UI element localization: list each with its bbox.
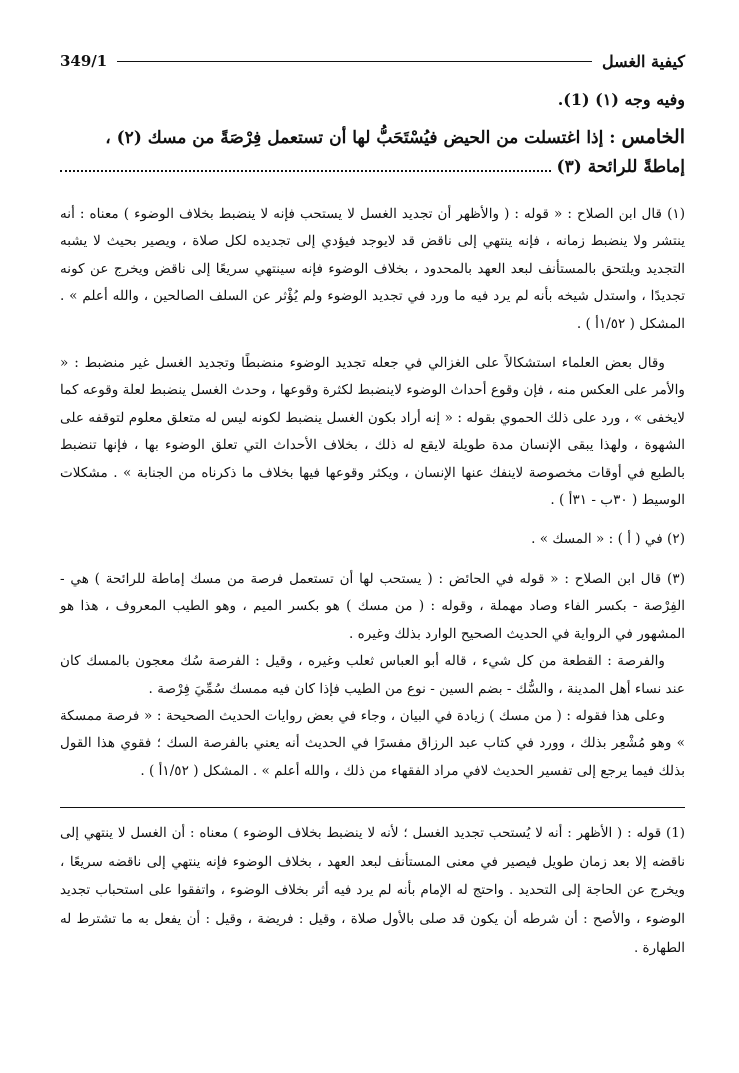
spacer — [60, 338, 685, 350]
footnote-text: (1) قوله : ( الأظهر : أنه لا يُستحب تجديد الغسل ؛ لأنه لا ينضبط بخلاف الوضوء ) معناه : أن الغسل لا ينتهي إلى ناقضه إلا بعد زمان طويل فيصير في معنى المستأنف لبعد العهد ، بخلاف الوضوء فإنه ينتهي إلى ناقضه سريعًا ، ويخرج عن الحاجة إلى التحديد . واحتج له الإمام بأنه لم يرد فيه أثر بخلاف الوضوء ، واتفقوا على استحباب تجديد الوضوء ، والأصح : أن شرطه أن يكون قد صلى بالأول صلاة ، وقيل : فريضة ، وقيل : أن يفعل به ما تشترط له الطهارة . — [60, 826, 685, 956]
fifth-label: الخامس — [621, 126, 685, 148]
page — [60, 46, 685, 963]
main-line-1: وفيه وجه (١) (1). — [557, 90, 685, 109]
dotted-leader — [60, 170, 551, 172]
note-2-paragraph: (٢) في ( أ ) : « المسك » . — [531, 531, 685, 548]
note-3-paragraph: (٣) قال ابن الصلاح : « قوله في الحائض : ( يستحب لها أن تستعمل فرصة من مسك إماطة للرائحة ) هي - الفِرْصة - بكسر الفاء وصاد مهملة ، وقوله : ( من مسك ) هو بكسر الميم ، وهو الطيب المعروف ، هذا هو المشهور في الرواية في الحديث الصحيح الوارد بذلك وغيره . — [60, 570, 685, 642]
header-rule — [117, 61, 592, 62]
note-3-paragraph: وعلى هذا فقوله : ( من مسك ) زيادة في البيان ، وجاء في بعض روايات الحديث الصحيحة : « فرصة ممسكة » وهو مُشْعِر بذلك ، وورد في كتاب عبد الرزاق مفسرًا في الحديث أنه يعني بالفرصة السك ؛ فقوي هذا القول بذلك فيما يرجع إلى تفسير الحديث لافي مراد الفقهاء من ذلك ، والله أعلم » . المشكل ( ١/٥٢أ ) . — [60, 707, 685, 779]
note-3-paragraph: والفرصة : القطعة من كل شيء ، قاله أبو العباس ثعلب وغيره ، وقيل : الفرصة سُك معجون بالمسك كان عند نساء أهل المدينة ، والسُّك - بضم السين - نوع من الطيب فإذا كان فيه ممسك سُمِّيَ فِرْصة . — [60, 653, 685, 697]
fifth-text: : إذا اغتسلت من الحيض فيُسْتَحَبُّ لها أن تستعمل فِرْصَةً من مسك (٢) ، — [105, 128, 616, 148]
spacer — [60, 514, 685, 526]
note-1-paragraph: وقال بعض العلماء استشكالاً على الغزالي في جعله تجديد الوضوء منضبطًا وتجديد الغسل غير منضبط : « والأمر على العكس منه ، فإن وقوع أحداث الوضوء لاينضبط لكثرة وقوعها ، وحدث الغسل ينضبط لعلة وقوعه كما لايخفى » ، ورد على ذلك الحموي بقوله : « إنه أراد بكون الغسل ينضبط لكونه ليس له متعلق معلوم لتوقفه على الشهوة ، ولهذا يبقى الإنسان مدة طويلة لايقع له ذلك ، بخلاف الأحداث التي تعلق الوضوء بها ، فإنها تنضبط بالطبع في أوقات مخصوصة لاينفك عنها الإنسان ، ويكثر وقوعها فيها بخلاف ما ذكرناه من الجنابة » . مشكلات الوسيط ( ٣٠ب - ٣١أ ) . — [60, 355, 685, 509]
spacer — [60, 554, 685, 566]
page-number: 349/1 — [60, 52, 108, 70]
note-1-paragraph: (١) قال ابن الصلاح : « قوله : ( والأظهر أن تجديد الغسل لا يستحب فإنه لا ينضبط بخلاف الوضوء ) معناه : أنه ينتشر ولا ينضبط زمانه ، فإنه ينتهي إلى ناقض قد لايوجد فيؤدي إلى تجديده لكل صلاة ، ويصير بحيث لا يشبه التجديد ويلتحق بالمستأنف لبعد العهد بالمحدود ، بخلاف الوضوء فإنه سينتهي سريعًا إلى ناقض ويخرج عن كونه تجديدًا ، واستدل شيخه بأنه لم يرد فيه ما ورد في تجديد الوضوء ولم يُؤْثر عن السلف الصالحين ، والله أعلم » . المشكل ( ١/٥٢أ ) . — [60, 206, 685, 332]
chapter-title: كيفية الغسل — [602, 51, 685, 71]
running-header — [60, 46, 685, 76]
main-paragraph-end — [60, 157, 685, 187]
footnote-divider — [60, 807, 685, 808]
main-paragraph — [60, 118, 685, 157]
fifth-text-end: إماطةً للرائحة (٣) — [556, 157, 685, 177]
commentary-notes — [60, 201, 685, 785]
footnote — [60, 820, 685, 963]
spacer — [60, 187, 685, 201]
